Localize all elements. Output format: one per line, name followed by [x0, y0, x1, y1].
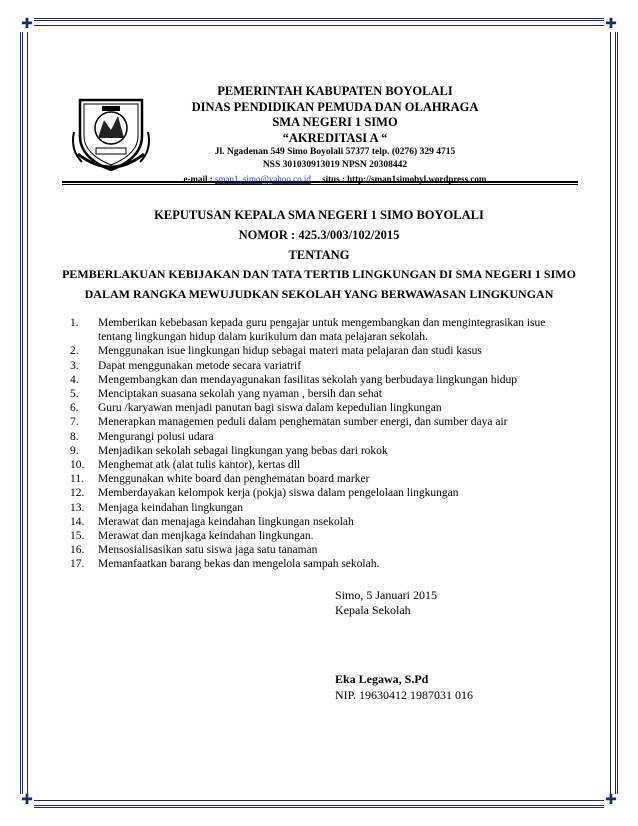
- letterhead-divider-thin: [62, 184, 578, 185]
- list-item-number: 13.: [70, 501, 85, 514]
- email-link[interactable]: sman1_simo@yahoo.co.id: [215, 174, 311, 184]
- list-item-number: 4.: [70, 373, 79, 386]
- list-item: [70, 444, 590, 458]
- school-registration: NSS 301030913019 NPSN 20308442: [262, 160, 408, 170]
- school-address: Jl. Ngadenan 549 Simo Boyolali 57377 telp. (0276) 329 4715: [214, 147, 456, 157]
- list-item-number: 7.: [70, 416, 79, 429]
- list-item-number: 8.: [70, 430, 79, 443]
- list-item: [70, 330, 590, 344]
- list-item: [70, 387, 590, 401]
- list-item-text: Menjaga keindahan lingkungan: [98, 501, 243, 514]
- list-item-text: Dapat menggunakan metode secara variatrif: [98, 359, 302, 372]
- list-item-text: Menghemat atk (alat tulis kantor), kertas dll: [98, 459, 301, 472]
- list-item: [70, 359, 590, 373]
- list-item: [70, 472, 590, 486]
- decree-subject-line1: PEMBERLAKUAN KEBIJAKAN DAN TATA TERTIB LINGKUNGAN DI SMA NEGERI 1 SIMO: [62, 267, 576, 281]
- letterhead-divider: [62, 181, 578, 183]
- list-item-number: 5.: [70, 388, 79, 401]
- list-item: [70, 373, 590, 387]
- list-item: [70, 458, 590, 472]
- list-item-text: Guru /karyawan menjadi panutan bagi siswa dalam kepedulian lingkungan: [98, 402, 442, 415]
- decree-title: KEPUTUSAN KEPALA SMA NEGERI 1 SIMO BOYOLALI: [154, 208, 484, 222]
- corner-ornament-icon: ✚: [605, 793, 617, 808]
- corner-ornament-icon: ✚: [605, 17, 617, 32]
- school-name: SMA NEGERI 1 SIMO: [272, 115, 398, 129]
- accreditation: “AKREDITASI A “: [282, 130, 388, 145]
- list-item-number: 2.: [70, 345, 79, 358]
- list-item-text: Menciptakan suasana sekolah yang nyaman , bersih dan sehat: [98, 388, 382, 401]
- list-item: [70, 401, 590, 415]
- signature-position: Kepala Sekolah: [335, 603, 411, 617]
- list-item-number: 15.: [70, 530, 85, 543]
- list-item: [70, 430, 590, 444]
- list-item: [70, 557, 590, 571]
- list-item-number: 10.: [70, 459, 85, 472]
- decree-about: TENTANG: [288, 248, 350, 262]
- signature-place-date: Simo, 5 Januari 2015: [335, 588, 437, 602]
- website-text: situs : http://sman1simobyl.wordpress.com: [322, 174, 487, 184]
- decree-number: NOMOR : 425.3/003/102/2015: [238, 228, 400, 242]
- list-item-number: 11.: [70, 473, 84, 486]
- corner-ornament-icon: ✚: [21, 793, 33, 808]
- list-item-text: Menjadikan sekolah sebagai lingkungan yang bebas dari rokok: [98, 444, 388, 457]
- email-label: e-mail :: [183, 174, 213, 184]
- list-item: [70, 529, 590, 543]
- list-item-number: 16.: [70, 544, 85, 557]
- list-item-number: 12.: [70, 487, 85, 500]
- list-item: [70, 486, 590, 500]
- list-item-number: 9.: [70, 444, 79, 457]
- list-item: [70, 543, 590, 557]
- decision-list: [70, 316, 590, 572]
- list-item-text: Mengembangkan dan mendayagunakan fasilitas sekolah yang berbudaya lingkungan hidup: [98, 373, 517, 386]
- list-item-text: Mengurangi polusi udara: [98, 430, 214, 443]
- list-item-text: tentang lingkungan hidup dalam kurikulum dan mata pelajaran sekolah.: [98, 331, 428, 344]
- list-item-number: 3.: [70, 359, 79, 372]
- list-item-text: Memberikan kebebasan kepada guru pengajar untuk mengembangkan dan mengintegrasikan isue: [98, 317, 546, 329]
- list-item-text: Menggunakan isue lingkungan hidup sebagai materi mata pelajaran dan studi kasus: [98, 345, 482, 358]
- decree-subject-line2: DALAM RANGKA MEWUJUDKAN SEKOLAH YANG BERWAWASAN LINGKUNGAN: [84, 287, 554, 301]
- list-item-text: Mensosialisasikan satu siswa jaga satu tanaman: [98, 544, 318, 557]
- list-item-number: [70, 330, 98, 344]
- list-item-text: Merawat dan menjkaga keindahan lingkungan.: [98, 530, 314, 543]
- list-item: [70, 415, 590, 429]
- list-item-text: Menggunakan white board dan penghematan board marker: [98, 473, 370, 486]
- agency-name: DINAS PENDIDIKAN PEMUDA DAN OLAHRAGA: [191, 99, 479, 114]
- list-item: [70, 501, 590, 515]
- list-item-text: Menerapkan managemen peduli dalam penghematan sumber energi, dan sumber daya air: [98, 416, 508, 429]
- signatory-nip: NIP. 19630412 1987031 016: [335, 688, 474, 702]
- list-item-text: Merawat dan menajaga keindahan lingkungan nsekolah: [98, 515, 354, 528]
- corner-ornament-icon: ✚: [21, 17, 33, 32]
- government-name: PEMERINTAH KABUPATEN BOYOLALI: [217, 84, 453, 98]
- list-item-number: 17.: [70, 558, 85, 571]
- list-item-number: 14.: [70, 515, 85, 528]
- list-item-text: Memanfaatkan barang bekas dan mengelola sampah sekolah.: [98, 558, 380, 571]
- list-item-number: 1.: [70, 317, 79, 329]
- list-item-number: 6.: [70, 402, 79, 415]
- letterhead: [130, 84, 540, 186]
- signatory-name: Eka Legawa, S.Pd: [335, 672, 429, 686]
- list-item: [70, 515, 590, 529]
- list-item: [70, 316, 590, 330]
- list-item-text: Memberdayakan kelompok kerja (pokja) siswa dalam pengelolaan lingkungan: [98, 487, 459, 500]
- list-item: [70, 344, 590, 358]
